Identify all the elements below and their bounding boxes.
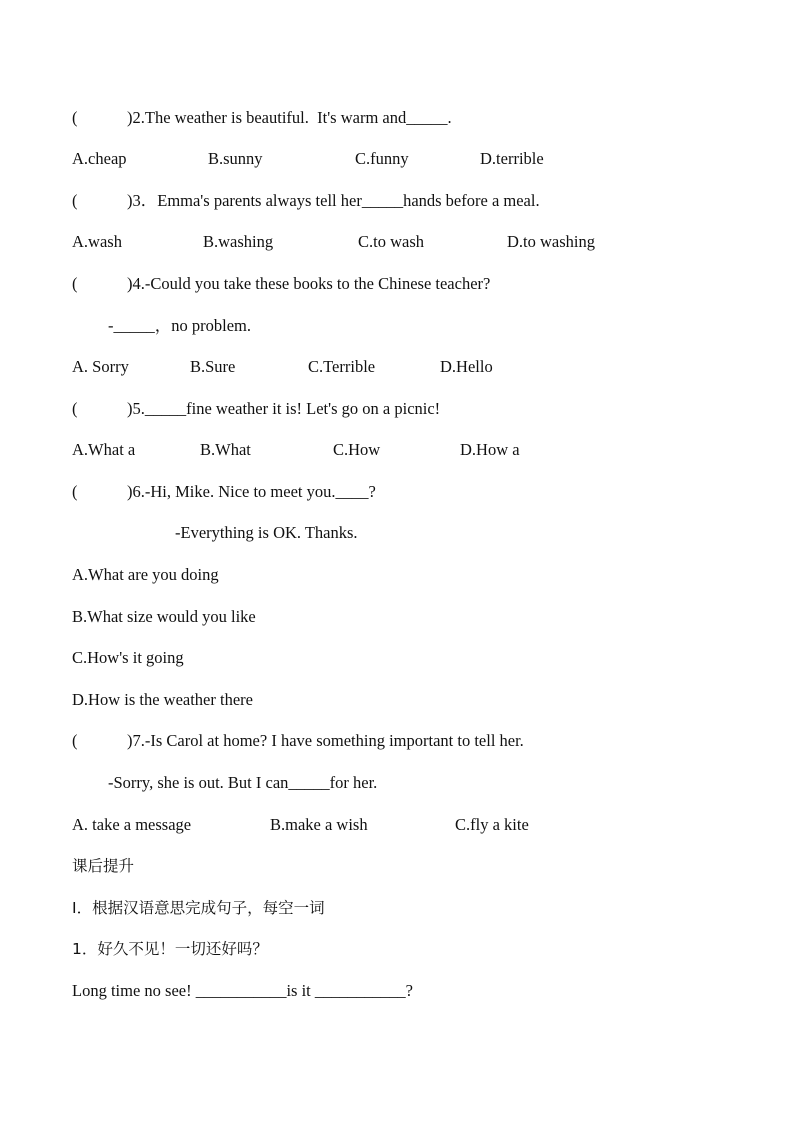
option-b: B.make a wish [270, 815, 368, 834]
option-a: A. take a message [72, 815, 192, 834]
part-1-heading: Ⅰ．根据汉语意思完成句子，每空一词 [72, 899, 325, 917]
question-6-option-b: B.What size would you like [72, 607, 256, 626]
question-3-stem: ( )3．Emma's parents always tell her_____hands before a meal. [72, 191, 540, 210]
question-4-options [72, 355, 712, 379]
question-6-option-a: A.What are you doing [72, 565, 219, 584]
option-b: B.washing [203, 232, 274, 251]
option-d: D.terrible [480, 149, 544, 168]
question-7-options [72, 813, 712, 837]
option-b: B.sunny [208, 149, 263, 168]
question-5-stem: ( )5._____fine weather it is! Let's go on a picnic! [72, 399, 441, 418]
option-a: A.cheap [72, 149, 127, 168]
question-2-stem: ( )2.The weather is beautiful. It's warm and_____. [72, 108, 452, 127]
option-a: A.wash [72, 232, 122, 251]
item-1-chinese: 1．好久不见！一切还好吗？ [72, 940, 268, 958]
question-6-option-c: C.How's it going [72, 648, 184, 667]
option-a: A.What a [72, 440, 136, 459]
option-d: D.Hello [440, 357, 493, 376]
option-b: B.What [200, 440, 251, 459]
option-c: C.funny [355, 149, 409, 168]
option-d: D.How a [460, 440, 520, 459]
section-title: 课后提升 [72, 857, 135, 875]
question-4-stem: ( )4.-Could you take these books to the Chinese teacher? [72, 274, 491, 293]
option-c: C.to wash [358, 232, 424, 251]
question-6-stem: ( )6.-Hi, Mike. Nice to meet you.____? [72, 482, 376, 501]
question-4-reply: -_____，no problem. [108, 316, 251, 335]
question-7-reply: -Sorry, she is out. But I can_____for her. [108, 773, 378, 792]
question-6-reply: -Everything is OK. Thanks. [175, 523, 358, 542]
option-b: B.Sure [190, 357, 236, 376]
option-c: C.How [333, 440, 381, 459]
question-3-options [72, 230, 712, 254]
question-2-options [72, 147, 712, 171]
option-c: C.fly a kite [455, 815, 529, 834]
question-7-stem: ( )7.-Is Carol at home? I have something important to tell her. [72, 731, 524, 750]
item-1-english: Long time no see! ___________is it ___________? [72, 981, 413, 1000]
question-5-options [72, 438, 712, 462]
option-d: D.to washing [507, 232, 595, 251]
option-c: C.Terrible [308, 357, 376, 376]
option-a: A. Sorry [72, 357, 129, 376]
question-6-option-d: D.How is the weather there [72, 690, 253, 709]
